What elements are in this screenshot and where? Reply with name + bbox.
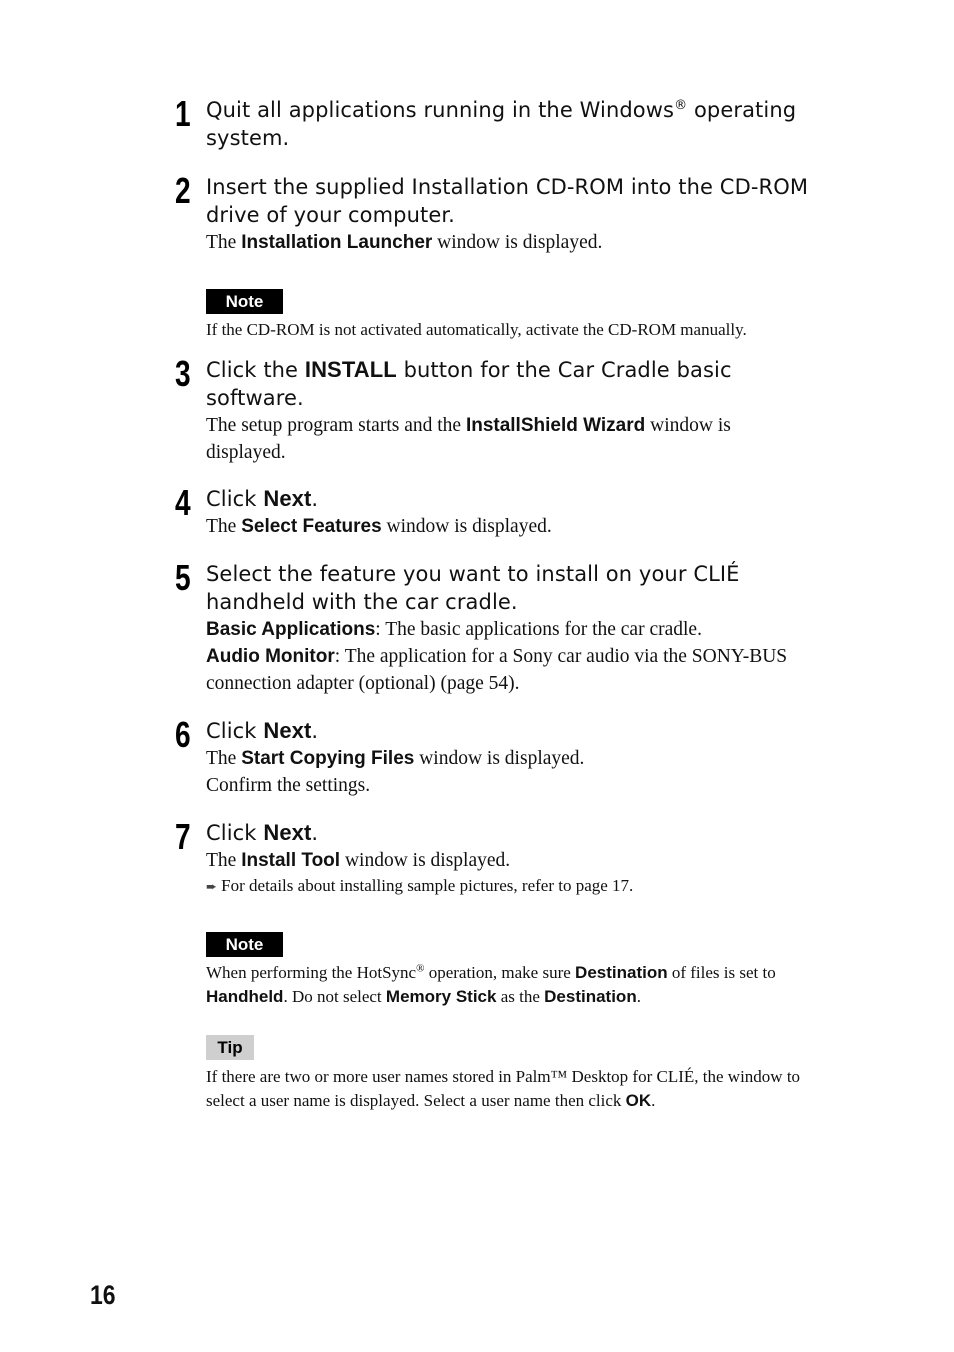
- step-description: The Install Tool window is displayed.: [206, 850, 511, 871]
- step-number: 5: [175, 557, 191, 598]
- step-number: 3: [175, 353, 191, 394]
- step-3: [175, 353, 825, 466]
- step-7: [175, 816, 825, 900]
- tip-label: Tip: [206, 1035, 254, 1060]
- step-heading: Select the feature you want to install on your CLIÉ handheld with the car cradle.: [206, 562, 740, 614]
- step-description: The Installation Launcher window is displayed.: [206, 232, 603, 253]
- step-1: [175, 93, 825, 152]
- step-heading: Click Next.: [206, 820, 319, 845]
- arrow-right-icon: ➨: [206, 880, 217, 895]
- step-number: 6: [175, 714, 191, 755]
- feature-item: Basic Applications: The basic applications for the car cradle.: [206, 619, 702, 640]
- step-description: The Start Copying Files window is displayed.: [206, 748, 585, 769]
- step-description: The setup program starts and the InstallShield Wizard window is displayed.: [206, 415, 731, 463]
- tip-text: If there are two or more user names stored in Palm™ Desktop for CLIÉ, the window to select a user name is displayed. Select a user name then click OK.: [206, 1067, 801, 1110]
- feature-item: Audio Monitor: The application for a Sony car audio via the SONY-BUS connection adapter (optional) (page 54).: [206, 646, 788, 694]
- note-text: If the CD-ROM is not activated automatically, activate the CD-ROM manually.: [206, 320, 747, 339]
- step-heading: Quit all applications running in the Windows® operating system.: [206, 98, 797, 150]
- step-number: 7: [175, 816, 191, 857]
- step-description: The Select Features window is displayed.: [206, 516, 552, 537]
- step-heading: Click Next.: [206, 486, 319, 511]
- step-number: 1: [175, 93, 191, 134]
- step-number: 2: [175, 170, 191, 211]
- step-heading: Click Next.: [206, 718, 319, 743]
- step-6: [175, 714, 825, 799]
- page-reference: ➨ For details about installing sample pictures, refer to page 17.: [206, 876, 634, 895]
- step-extra: Confirm the settings.: [206, 775, 371, 796]
- step-4: [175, 482, 825, 540]
- page-number: 16: [90, 1280, 116, 1310]
- step-number: 4: [175, 482, 191, 523]
- step-2: [175, 170, 825, 256]
- note-text: When performing the HotSync® operation, make sure Destination of files is set to Handheld. Do not select Memory Stick as the Destination.: [206, 962, 776, 1006]
- note-label: Note: [206, 932, 283, 957]
- step-5: [175, 557, 825, 697]
- step-heading: Insert the supplied Installation CD-ROM into the CD-ROM drive of your computer.: [206, 175, 809, 227]
- step-heading: Click the INSTALL button for the Car Cradle basic software.: [206, 357, 732, 410]
- note-label: Note: [206, 289, 283, 314]
